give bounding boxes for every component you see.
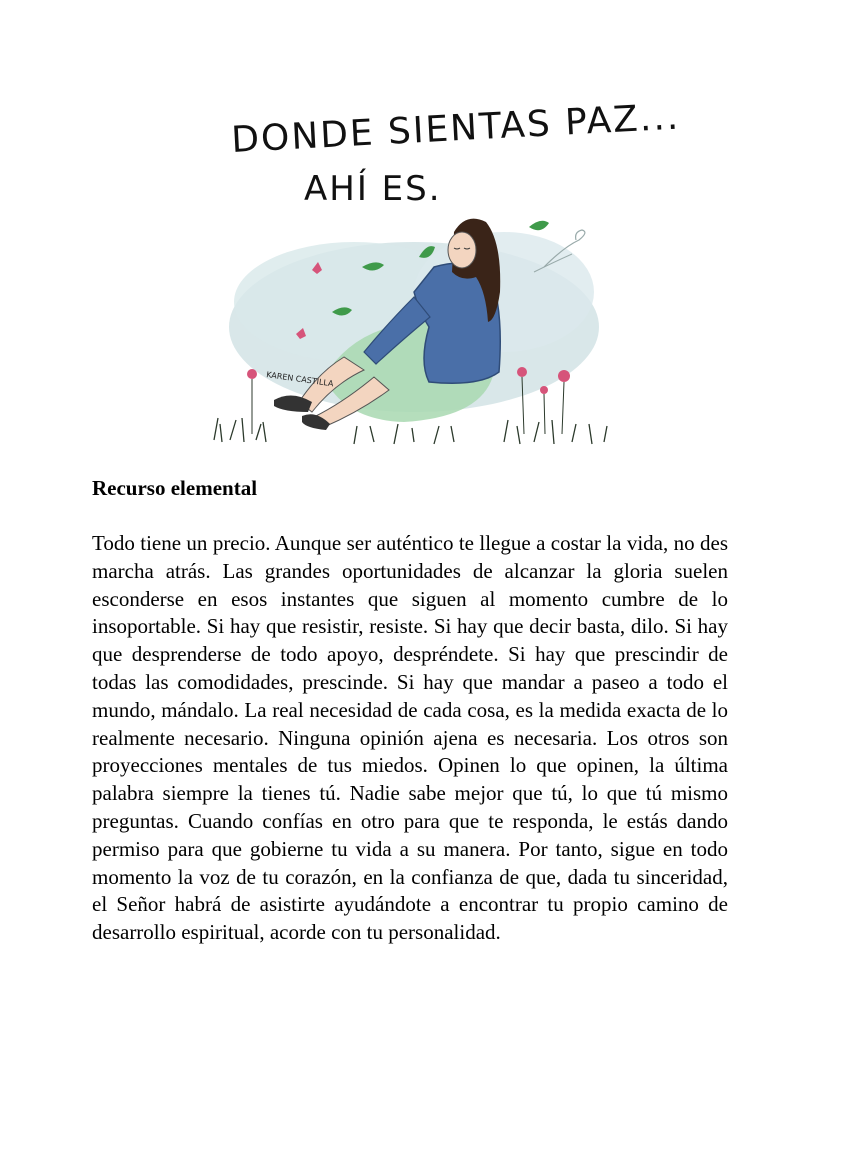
article-body: Todo tiene un precio. Aunque ser auténtico te llegue a costar la vida, no des marcha atrás. Las grandes oportunidades de alcanzar la gloria suelen esconderse en esos instantes que siguen al momento cumbre de lo insoportable. Si hay que resistir, resiste. Si hay que decir basta, dilo. Si hay que desprenderse de todo apoyo, despréndete. Si hay que prescindir de todas las comodidades, prescinde. Si hay que mandar a paseo a todo el mundo, mándalo. La real necesidad de cada cosa, es la medida exacta de lo realmente necesario. Ninguna opinión ajena es necesaria. Los otros son proyecciones mentales de tus miedos. Opinen lo que opinen, la última palabra siempre la tienes tú. Nadie sabe mejor que tú, lo que tú mismo preguntas. Cuando confías en otro para que te responda, le estás dando permiso para que gobierne tu vida a su manera. Por tanto, sigue en todo momento la voz de tu corazón, en la confianza de que, dada tu sinceridad, el Señor habrá de asistirte ayudándote a encontrar tu propio camino de desarrollo espiritual, acorde con tu personalidad. <box>92 531 728 945</box>
leaf-icon <box>529 221 549 230</box>
flower-icon <box>247 369 257 379</box>
title-line-2: AHÍ ES. <box>304 169 442 209</box>
illustration <box>204 72 682 450</box>
face <box>448 232 476 268</box>
article-heading: Recurso elemental <box>92 476 258 500</box>
title-line-1: DONDE SIENTAS PAZ... <box>230 96 682 161</box>
grass <box>214 418 607 444</box>
flower-icon <box>540 386 548 394</box>
flower-icon <box>558 370 570 382</box>
flower-icon <box>517 367 527 377</box>
artist-signature: KAREN CASTILLA <box>265 370 334 389</box>
